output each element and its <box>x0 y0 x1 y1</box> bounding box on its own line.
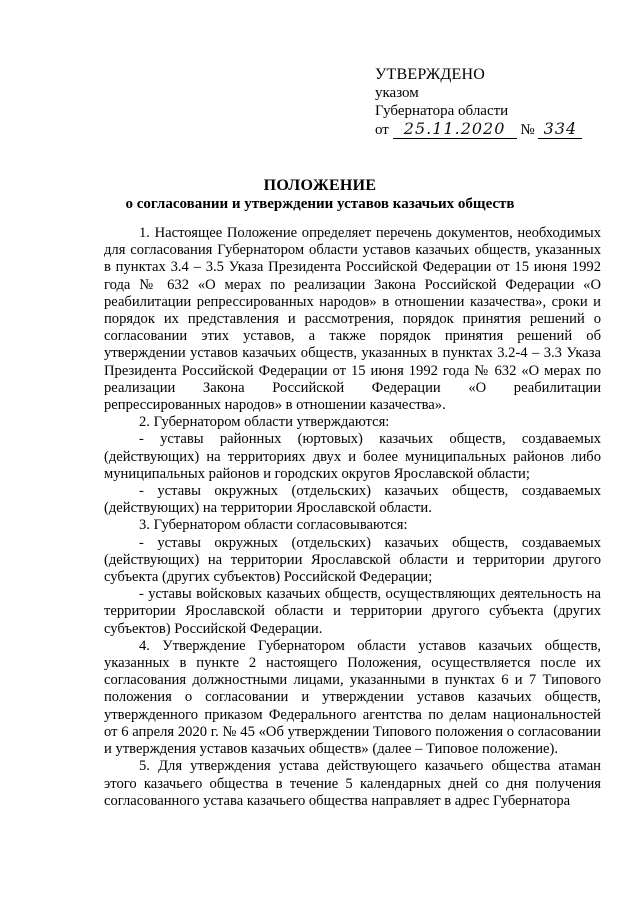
paragraph-4: 4. Утверждение Губернатором области уставов казачьих обществ, указанных в пункте 2 настоящего Положения, осуществляется после их согласования должностными лицами, указанными в пунктах 6 и 7 Типового положения о согласовании и утверждении уставов казачьих обществ, утвержденного приказом Федерального агентства по делам национальностей от 6 апреля 2020 г. № 45 «Об утверждении Типового положения о согласовании и утверждения уставов казачьих обществ» (далее – Типовое положение). <box>104 637 601 758</box>
paragraph-2-item-1: - уставы районных (юртовых) казачьих обществ, создаваемых (действующих) на территориях двух и более муниципальных районов либо муниципальных районов и городских округов Ярославской области; <box>104 431 601 482</box>
document-body <box>104 225 601 810</box>
approval-line-decree: указом <box>375 85 419 101</box>
paragraph-2: 2. Губернатором области утверждаются: <box>139 414 390 431</box>
approval-stamp <box>375 66 582 139</box>
paragraph-5: 5. Для утверждения устава действующего казачьего общества атаман этого казачьего общества в течение 5 календарных дней со дня получения согласованного устава казачьего общества направляет в адрес Губернатора <box>104 758 601 809</box>
approval-line-governor: Губернатора области <box>375 103 509 119</box>
paragraph-3: 3. Губернатором области согласовываются: <box>139 517 408 534</box>
handwritten-number: 334 <box>538 120 582 139</box>
paragraph-3-item-1: - уставы окружных (отдельских) казачьих обществ, создаваемых (действующих) на территории Ярославской области и территории другого субъекта (других субъектов) Российской Федерации; <box>104 534 601 586</box>
document-subtitle: о согласовании и утверждении уставов казачьих обществ <box>125 196 515 212</box>
number-prefix: № <box>520 122 535 138</box>
document-title: ПОЛОЖЕНИЕ <box>263 177 377 194</box>
paragraph-1: 1. Настоящее Положение определяет перечень документов, необходимых для согласования Губернатором области уставов казачьих обществ, указанных в пунктах 3.4 – 3.5 Указа Президента Российской Федерации от 15 июня 1992 года № 632 «О мерах по реализации Закона Российской Федерации «О реабилитации репрессированных народов» в отношении казачества», сроки и порядок их представления и рассмотрения, порядок принятия решений о согласовании этих уставов, а также порядок принятия решений об утверждении уставов казачьих обществ, указанных в пунктах 3.2-4 – 3.3 Указа Президента Российской Федерации от 15 июня 1992 года № 632 «О мерах по реализации Закона Российской Федерации «О реабилитации репрессированных народов» в отношении казачества». <box>104 225 601 414</box>
approval-date-line <box>375 120 582 139</box>
paragraph-2-item-2: - уставы окружных (отдельских) казачьих обществ, создаваемых (действующих) на территории Ярославской области. <box>104 483 601 517</box>
date-prefix: от <box>375 122 389 138</box>
approval-heading: УТВЕРЖДЕНО <box>375 66 486 83</box>
paragraph-3-item-2: - уставы войсковых казачьих обществ, осуществляющих деятельность на территории Ярославской области и территории другого субъекта (других субъектов) Российской Федерации. <box>104 586 601 637</box>
handwritten-date: 25.11.2020 <box>393 120 517 139</box>
